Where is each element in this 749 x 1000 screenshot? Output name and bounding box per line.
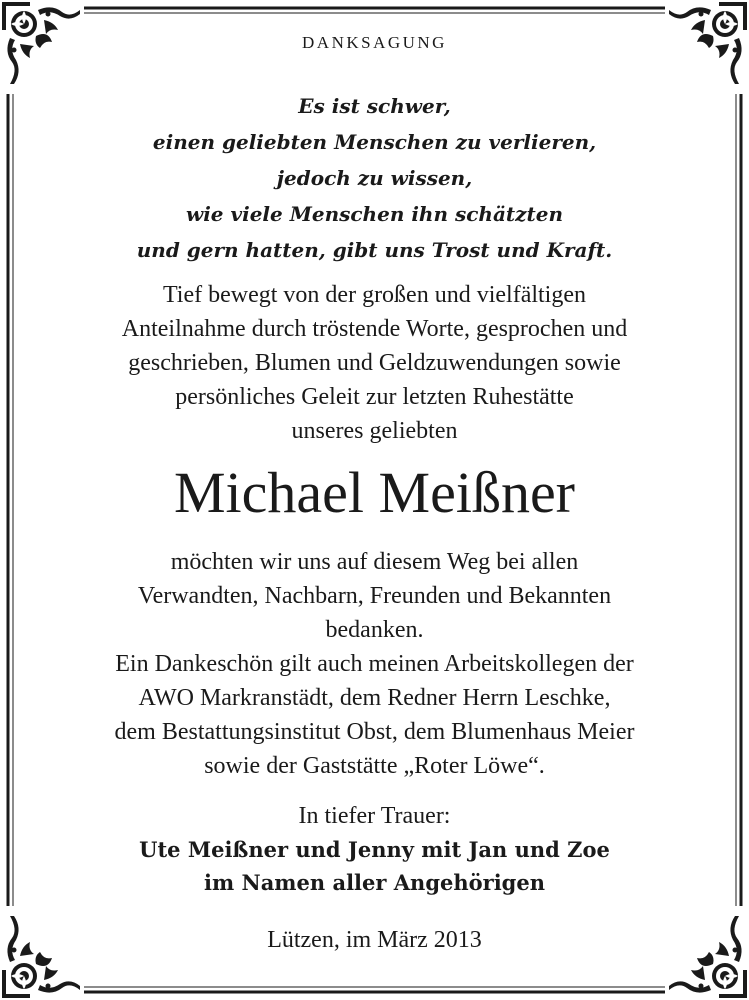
verse-line: jedoch zu wissen, bbox=[276, 166, 473, 190]
thanks-line: möchten wir uns auf diesem Weg bei allen bbox=[170, 549, 579, 575]
signatory-line: im Namen aller Angehörigen bbox=[203, 870, 545, 895]
signatory-line: Ute Meißner und Jenny mit Jan und Zoe bbox=[139, 837, 610, 862]
thanks-line: sowie der Gaststätte „Roter Löwe“. bbox=[204, 753, 545, 779]
notice-heading: DANKSAGUNG bbox=[302, 33, 447, 52]
thanks-line: dem Bestattungsinstitut Obst, dem Blumenhaus Meier bbox=[114, 719, 635, 745]
thanks-paragraph bbox=[0, 545, 749, 783]
verse-block bbox=[0, 88, 749, 268]
verse-line: wie viele Menschen ihn schätzten bbox=[185, 202, 564, 226]
mourning-label: In tiefer Trauer: bbox=[298, 803, 451, 829]
intro-line: Tief bewegt von der großen und vielfältigen bbox=[162, 282, 586, 308]
intro-paragraph bbox=[0, 278, 749, 448]
intro-line: unseres geliebten bbox=[291, 418, 458, 444]
intro-line: Anteilnahme durch tröstende Worte, gesprochen und bbox=[121, 316, 628, 342]
thanks-line: Verwandten, Nachbarn, Freunden und Bekannten bbox=[137, 583, 612, 609]
thanks-line: bedanken. bbox=[325, 617, 424, 643]
verse-line: einen geliebten Menschen zu verlieren, bbox=[152, 130, 597, 154]
mourning-block bbox=[0, 800, 749, 899]
verse-line: und gern hatten, gibt uns Trost und Kraft. bbox=[136, 238, 613, 262]
intro-line: geschrieben, Blumen und Geldzuwendungen sowie bbox=[128, 350, 621, 376]
deceased-name: Michael Meißner bbox=[173, 460, 575, 525]
verse-line: Es ist schwer, bbox=[298, 94, 451, 118]
thanks-line: AWO Markranstädt, dem Redner Herrn Leschke, bbox=[138, 685, 611, 711]
intro-line: persönliches Geleit zur letzten Ruhestätte bbox=[175, 384, 574, 410]
thanks-line: Ein Dankeschön gilt auch meinen Arbeitskollegen der bbox=[115, 651, 634, 677]
place-date: Lützen, im März 2013 bbox=[267, 927, 482, 953]
